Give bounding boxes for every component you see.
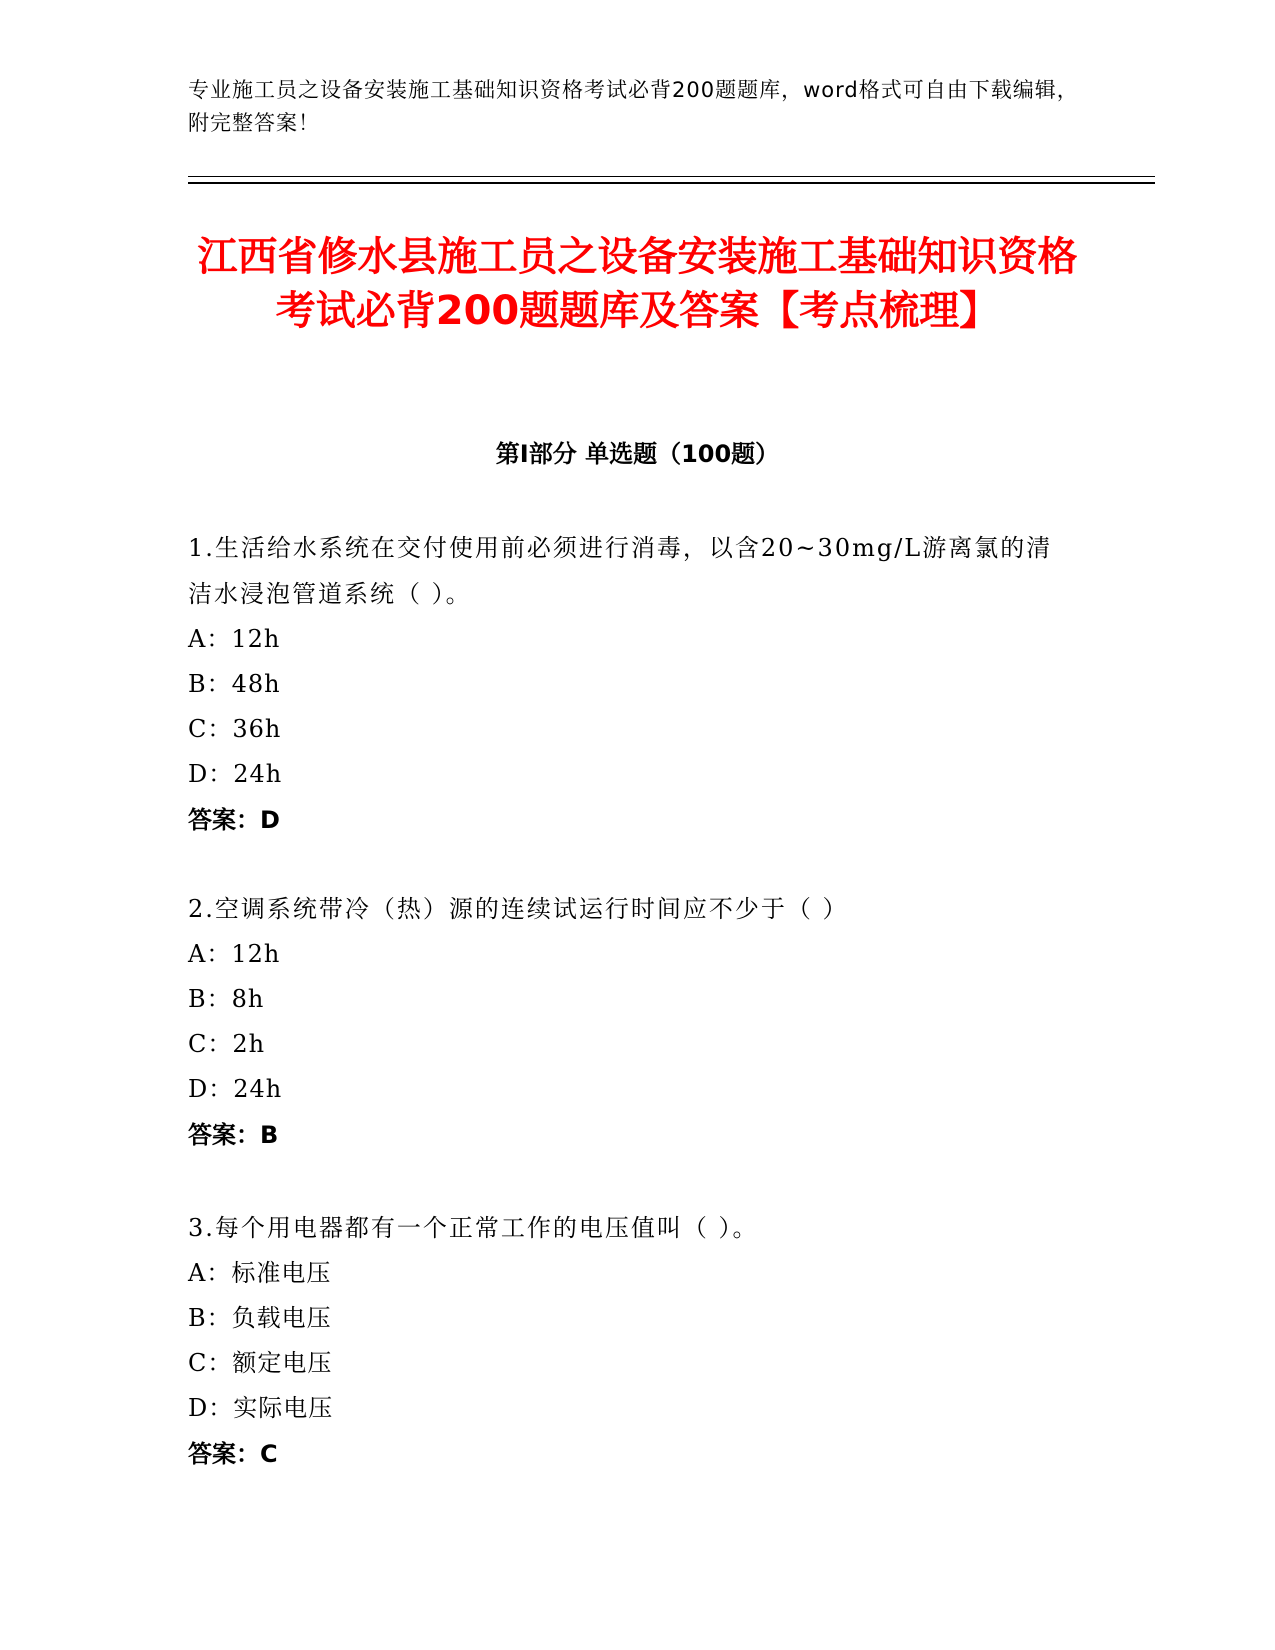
option-a: A：12h (188, 625, 281, 653)
header-divider-thin (188, 176, 1155, 177)
option-c: C：36h (188, 715, 282, 743)
answer: 答案：C (188, 1440, 278, 1468)
question-stem: 1.生活给水系统在交付使用前必须进行消毒，以含20~30mg/L游离氯的清洁水浸泡管道系统（ ）。 (188, 534, 1053, 608)
option-d: D：24h (188, 1075, 283, 1103)
question-1 (188, 525, 1068, 843)
question-stem: 3.每个用电器都有一个正常工作的电压值叫（ ）。 (188, 1214, 759, 1242)
option-c: C：2h (188, 1030, 266, 1058)
section-title: 第Ⅰ部分 单选题（100题） (495, 440, 780, 468)
question-stem: 2.空调系统带冷（热）源的连续试运行时间应不少于（ ） (188, 895, 849, 923)
question-3 (188, 1205, 1068, 1477)
question-2 (188, 886, 1068, 1158)
header-divider-thick (188, 182, 1155, 184)
option-c: C：额定电压 (188, 1349, 333, 1377)
option-d: D：24h (188, 760, 283, 788)
document-title: 江西省修水县施工员之设备安装施工基础知识资格考试必背200题题库及答案【考点梳理】 (197, 234, 1078, 334)
answer: 答案：B (188, 1121, 279, 1149)
answer: 答案：D (188, 806, 280, 834)
option-a: A：标准电压 (188, 1259, 332, 1287)
option-d: D：实际电压 (188, 1394, 334, 1422)
option-a: A：12h (188, 940, 281, 968)
option-b: B：负载电压 (188, 1304, 332, 1332)
header-note: 专业施工员之设备安装施工基础知识资格考试必背200题题库，word格式可自由下载编辑，附完整答案！ (188, 78, 1079, 135)
option-b: B：8h (188, 985, 265, 1013)
option-b: B：48h (188, 670, 281, 698)
